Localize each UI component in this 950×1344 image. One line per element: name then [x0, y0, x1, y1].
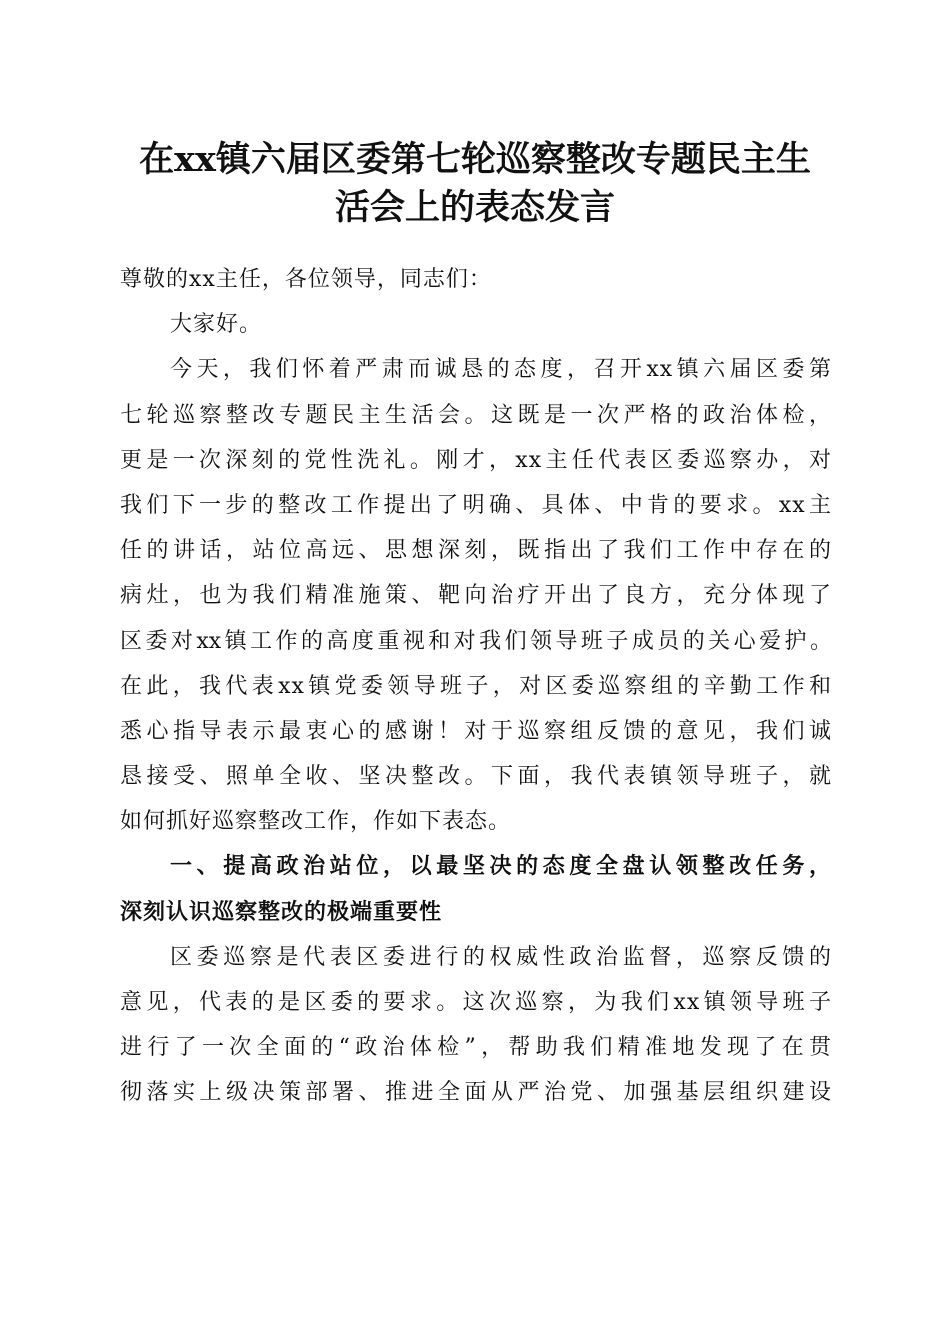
section-heading-line: 深刻认识巡察整改的极端重要性: [120, 899, 443, 925]
paragraph-2: [120, 935, 832, 1116]
greeting: 大家好。: [170, 312, 263, 338]
paragraph-line: 我们下一步的整改工作提出了明确、具体、中肯的要求。xx主: [120, 492, 832, 518]
paragraph-line: 恳接受、照单全收、坚决整改。下面，我代表镇领导班子，就: [120, 764, 832, 790]
section-heading-1: [120, 844, 832, 934]
paragraph-line: 意见，代表的是区委的要求。这次巡察，为我们xx镇领导班子: [120, 990, 832, 1015]
paragraph-line: 今天，我们怀着严肃而诚恳的态度，召开xx镇六届区委第: [170, 357, 832, 383]
paragraph-line: 任的讲话，站位高远、思想深刻，既指出了我们工作中存在的: [120, 538, 832, 564]
section-heading-line: 一、提高政治站位，以最坚决的态度全盘认领整改任务，: [170, 854, 832, 880]
paragraph-line: 进行了一次全面的“政治体检”，帮助我们精准地发现了在贯: [120, 1035, 832, 1061]
paragraph-line: 区委巡察是代表区委进行的权威性政治监督，巡察反馈的: [170, 944, 832, 970]
document-title: [100, 136, 850, 232]
document-body: [120, 257, 832, 1116]
paragraph-line: 如何抓好巡察整改工作，作如下表态。: [120, 809, 512, 835]
paragraph-1: [120, 347, 832, 844]
paragraph-line: 区委对xx镇工作的高度重视和对我们领导班子成员的关心爱护。: [120, 628, 832, 654]
salutation: 尊敬的xx主任，各位领导，同志们：: [120, 267, 492, 292]
paragraph-line: 悉心指导表示最衷心的感谢！对于巡察组反馈的意见，我们诚: [120, 718, 832, 744]
title-line-1: 在xx镇六届区委第七轮巡察整改专题民主生: [139, 139, 811, 180]
paragraph-line: 病灶，也为我们精准施策、靶向治疗开出了良方，充分体现了: [120, 583, 832, 609]
title-line-2: 活会上的表态发言: [334, 187, 615, 228]
paragraph-line: 在此，我代表xx镇党委领导班子，对区委巡察组的辛勤工作和: [120, 673, 832, 699]
paragraph-line: 更是一次深刻的党性洗礼。刚才，xx主任代表区委巡察办，对: [120, 447, 832, 473]
paragraph-line: 彻落实上级决策部署、推进全面从严治党、加强基层组织建设: [120, 1080, 832, 1106]
paragraph-line: 七轮巡察整改专题民主生活会。这既是一次严格的政治体检，: [120, 402, 832, 428]
